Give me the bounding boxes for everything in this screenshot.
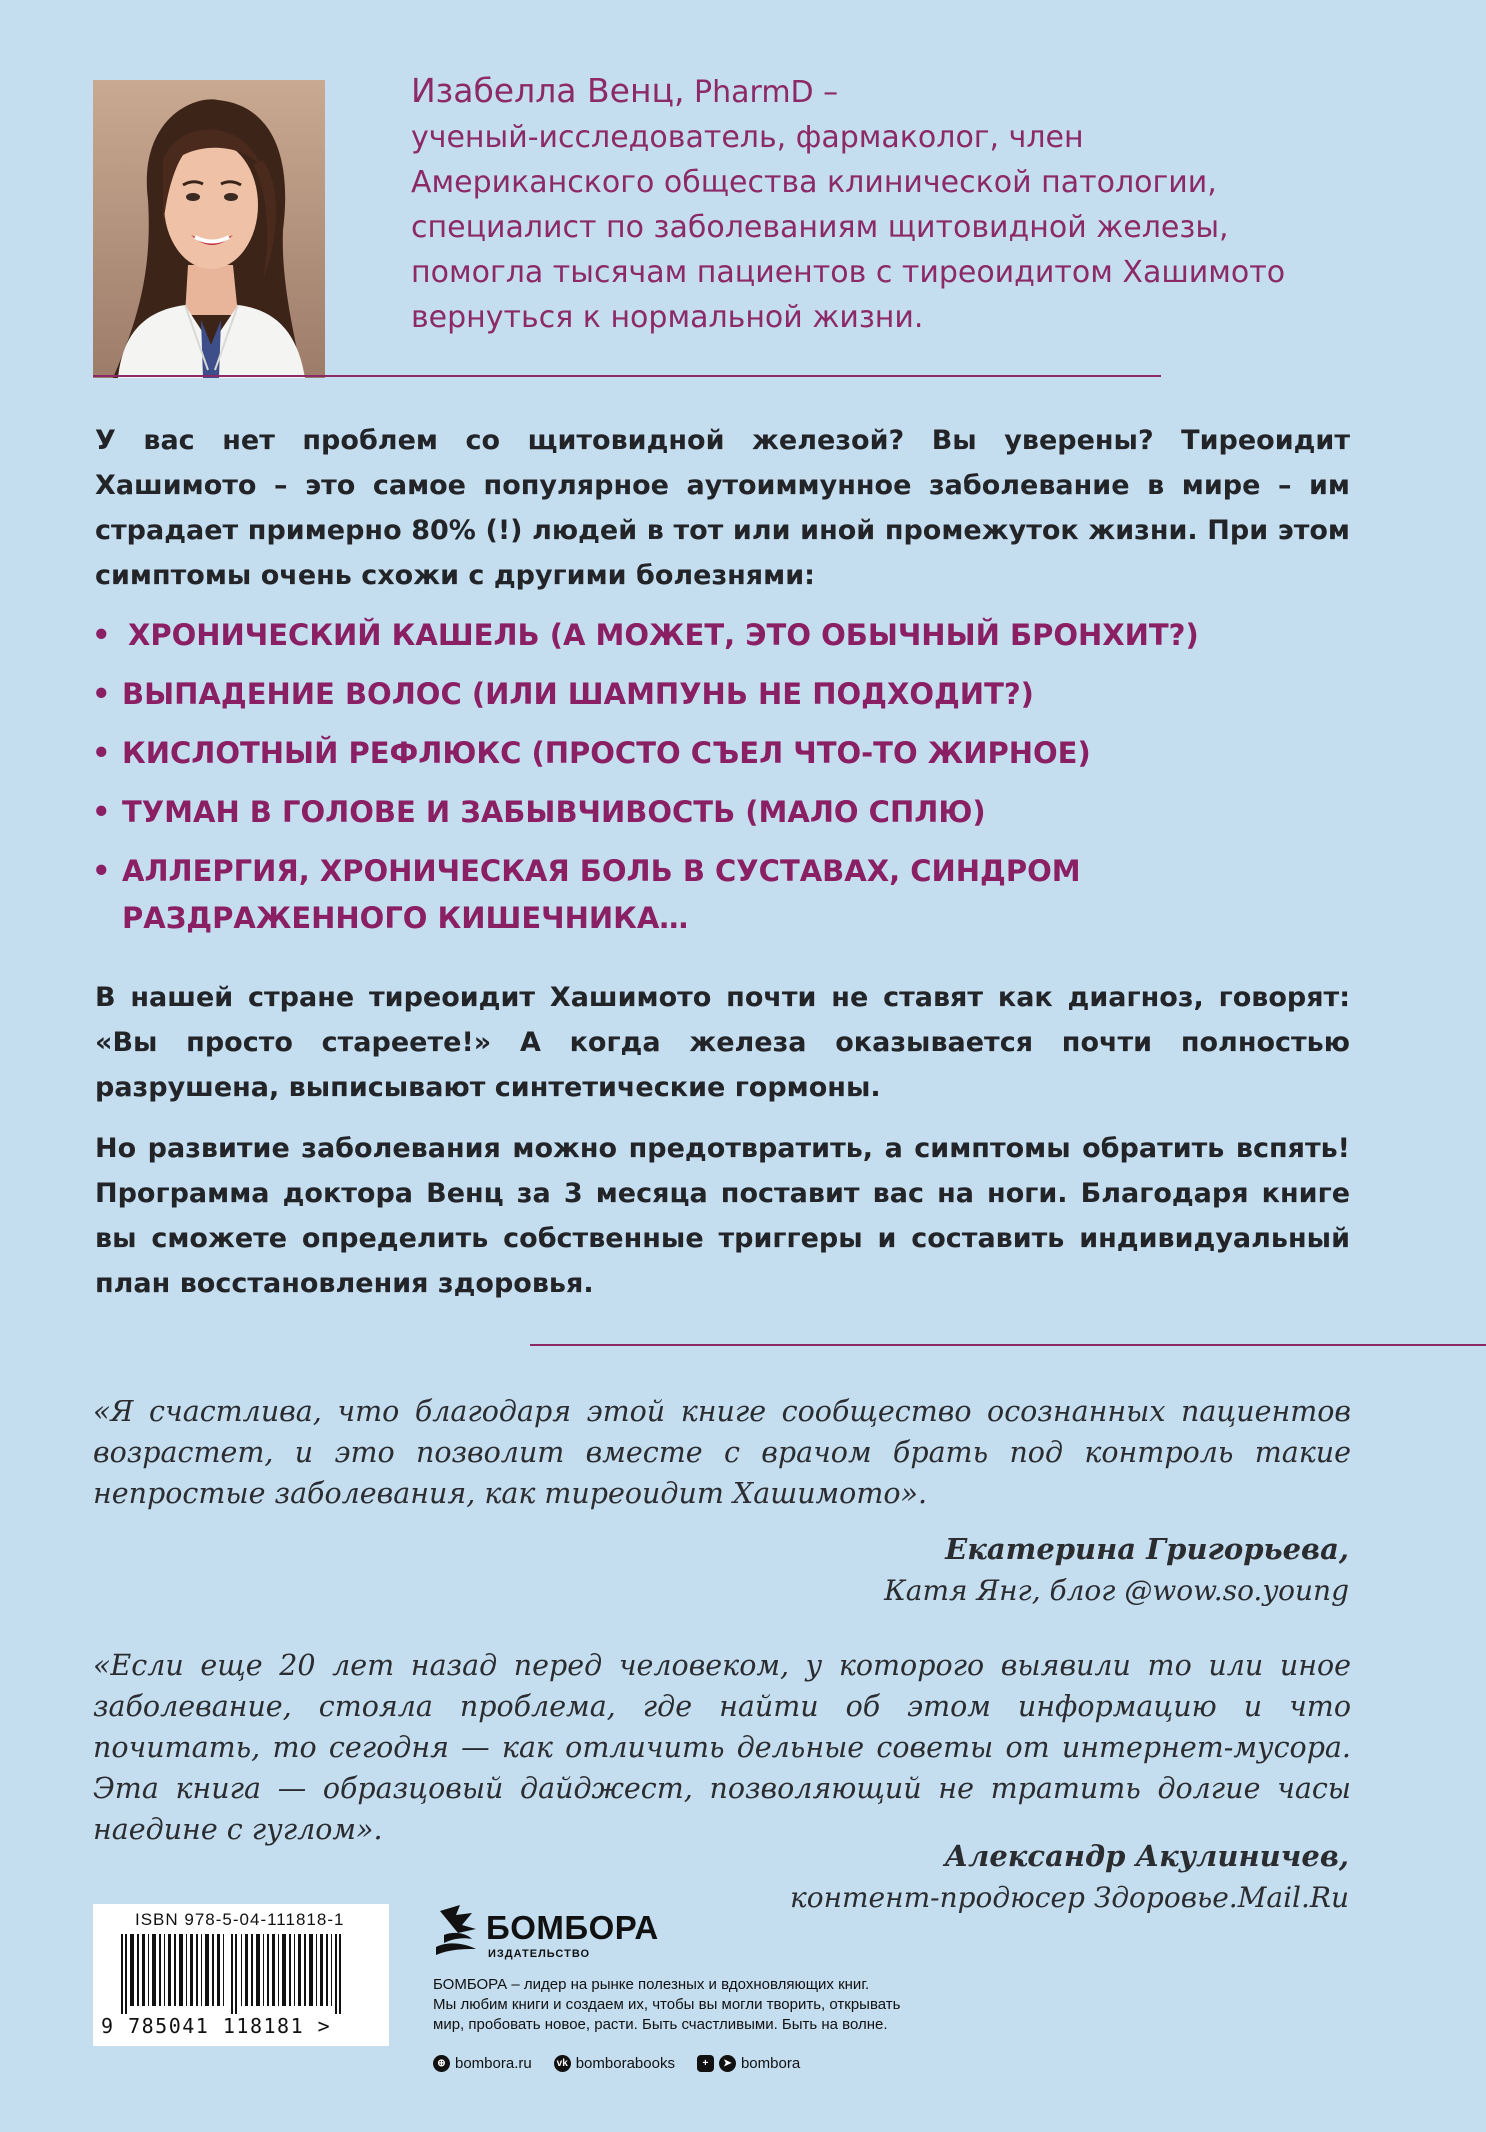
isbn-barcode <box>93 1904 389 2046</box>
testimonial-author: Александр Акулиничев, <box>944 1839 1349 1873</box>
publisher-blurb-line: Мы любим книги и создаем их, чтобы вы могли творить, открывать <box>433 1996 901 2013</box>
symptom-text: КИСЛОТНЫЙ РЕФЛЮКС (ПРОСТО СЪЕЛ ЧТО-ТО ЖИРНОЕ) <box>122 736 1091 770</box>
isbn-number: ISBN 978-5-04-111818-1 <box>135 1910 345 1929</box>
author-bio-line: ученый-исследователь, фармаколог, член <box>411 120 1084 155</box>
testimonial-quote: «Я счастлива, что благодаря этой книге сообщество осознанных пациентов возрастет, и это позволит вместе с врачом брать под контроль такие непростые заболевания, как тиреоидит Хашимото». <box>93 1395 1351 1510</box>
publisher-socials <box>433 2055 800 2072</box>
publisher-blurb-line: БОМБОРА – лидер на рынке полезных и вдохновляющих книг. <box>433 1976 870 1993</box>
symptom-item <box>92 790 1342 834</box>
intro-paragraph: У вас нет проблем со щитовидной железой? Вы уверены? Тиреоидит Хашимото – это самое популярное аутоиммунное заболевание в мире – им страдает примерно 80% (!) людей в тот или иной промежуток жизни. При этом симптомы очень схожи с другими болезнями: <box>95 425 1350 591</box>
symptom-text: АЛЛЕРГИЯ, ХРОНИЧЕСКАЯ БОЛЬ В СУСТАВАХ, СИНДРОМ <box>122 854 1081 888</box>
social-vk[interactable] <box>554 2055 675 2072</box>
testimonial-role: контент-продюсер Здоровье.Mail.Ru <box>789 1881 1349 1914</box>
vk-icon: vk <box>554 2055 571 2072</box>
author-bio-line: вернуться к нормальной жизни. <box>411 300 924 335</box>
symptom-list <box>92 613 1342 955</box>
social-label: bombora <box>740 2055 801 2072</box>
globe-icon: ⊕ <box>433 2055 450 2072</box>
bullet-icon: • <box>92 618 111 652</box>
program-paragraph: Но развитие заболевания можно предотвратить, а симптомы обратить вспять! Программа доктора Венц за 3 месяца поставит вас на ноги. Благодаря книге вы сможете определить собственные триггеры и составить индивидуальный план восстановления здоровья. <box>95 1133 1350 1299</box>
divider-top <box>93 375 1161 377</box>
author-bio <box>411 68 1411 340</box>
telegram-icon: ➤ <box>719 2055 736 2072</box>
author-portrait-image <box>93 80 325 378</box>
publisher-subtitle: ИЗДАТЕЛЬСТВО <box>488 1948 591 1960</box>
social-website[interactable] <box>433 2055 532 2072</box>
symptom-text-continued: РАЗДРАЖЕННОГО КИШЕЧНИКА… <box>122 901 689 935</box>
bullet-icon: • <box>92 795 111 829</box>
symptom-item <box>92 849 1342 940</box>
author-name: Изабелла Венц, <box>411 71 685 110</box>
social-messengers[interactable] <box>697 2055 800 2072</box>
plus-icon: + <box>697 2055 714 2072</box>
social-label: bombora.ru <box>455 2055 532 2072</box>
author-bio-line: помогла тысячам пациентов с тиреоидитом Хашимото <box>411 255 1286 290</box>
testimonial-author: Екатерина Григорьева, <box>945 1532 1349 1566</box>
bullet-icon: • <box>92 854 111 888</box>
diagnosis-paragraph: В нашей стране тиреоидит Хашимото почти не ставят как диагноз, говорят: «Вы просто стареете!» А когда железа оказывается почти полностью разрушена, выписывают синтетические гормоны. <box>95 982 1350 1103</box>
symptom-text: ТУМАН В ГОЛОВЕ И ЗАБЫВЧИВОСТЬ (МАЛО СПЛЮ) <box>122 795 986 829</box>
author-credential: PharmD – <box>694 75 839 110</box>
symptom-item <box>92 672 1342 716</box>
symptom-text: ВЫПАДЕНИЕ ВОЛОС (ИЛИ ШАМПУНЬ НЕ ПОДХОДИТ?) <box>122 677 1034 711</box>
bullet-icon: • <box>92 677 111 711</box>
author-name-line <box>411 68 1411 115</box>
testimonial-quote: «Если еще 20 лет назад перед человеком, у которого выявили то или иное заболевание, стояла проблема, где найти об этом информацию и что почитать, то сегодня — как отличить дельные советы от интернет-мусора. Эта книга — образцовый дайджест, позволяющий не тратить долгие часы наедине с гуглом». <box>93 1649 1351 1846</box>
publisher-blurb <box>433 1975 1033 2035</box>
symptom-item <box>92 613 1342 657</box>
symptom-item <box>92 731 1342 775</box>
testimonial-attribution <box>884 1527 1349 1611</box>
bullet-icon: • <box>92 736 111 770</box>
bombora-logo-icon <box>432 1903 482 1963</box>
publisher-blurb-line: мир, пробовать новое, расти. Быть счастливыми. Быть на волне. <box>433 2016 888 2033</box>
symptom-text: ХРОНИЧЕСКИЙ КАШЕЛЬ (А МОЖЕТ, ЭТО ОБЫЧНЫЙ БРОНХИТ?) <box>128 618 1199 652</box>
author-bio-line: специалист по заболеваниям щитовидной железы, <box>411 210 1229 245</box>
publisher-name: БОМБОРА <box>486 1909 659 1946</box>
social-label: bomborabooks <box>575 2055 675 2072</box>
testimonial-attribution <box>790 1834 1349 1918</box>
author-bio-line: Американского общества клинической патологии, <box>411 165 1217 200</box>
testimonial-role: Катя Янг, блог @wow.so.young <box>884 1574 1349 1607</box>
divider-middle <box>530 1344 1486 1346</box>
barcode-digits: 9 785041 118181 > <box>101 2014 332 2038</box>
barcode-bars <box>121 1934 371 2014</box>
author-photo <box>93 80 325 378</box>
